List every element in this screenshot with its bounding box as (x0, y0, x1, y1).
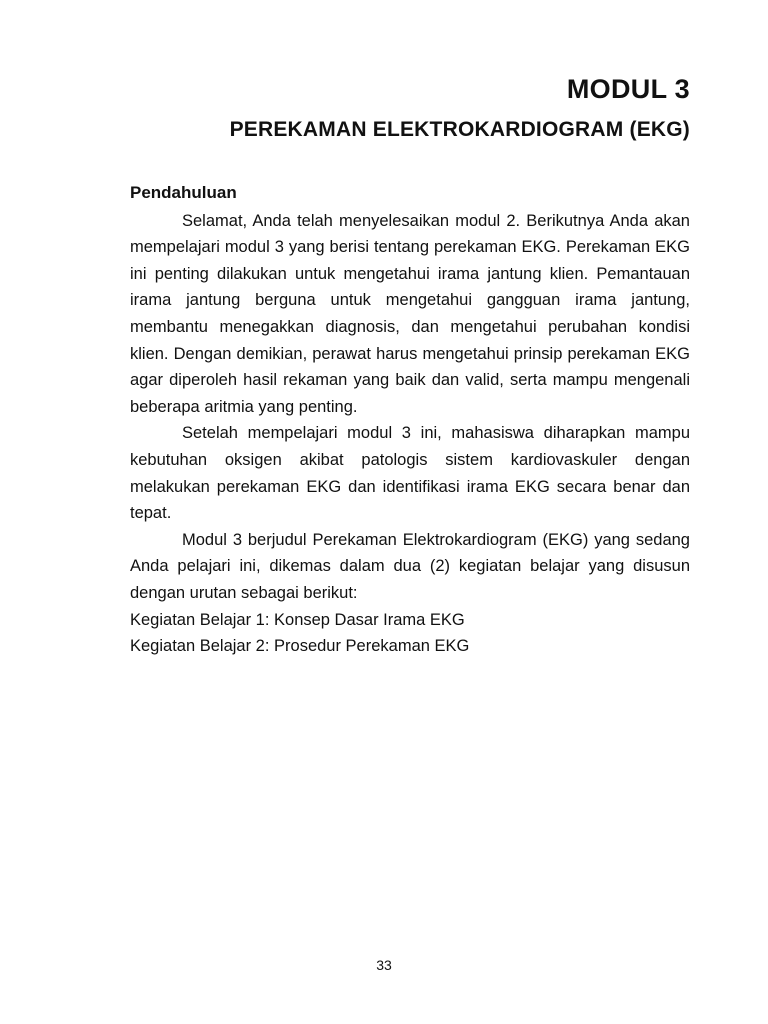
module-title-heading: PEREKAMAN ELEKTROKARDIOGRAM (EKG) (229, 118, 690, 141)
paragraph-2: Setelah mempelajari modul 3 ini, mahasiswa diharapkan mampu kebutuhan oksigen akibat patologis sistem kardiovaskuler dengan melakukan perekaman EKG dan identifikasi irama EKG secara benar dan tepat. (130, 424, 690, 523)
paragraph-1: Selamat, Anda telah menyelesaikan modul 2. Berikutnya Anda akan mempelajari modul 3 yang berisi tentang perekaman EKG. Perekaman EKG ini penting dilakukan untuk mengetahui irama jantung klien. Pemantauan irama jantung berguna untuk mengetahui gangguan irama jantung, membantu menegakkan diagnosis, dan mengetahui perubahan kondisi klien. Dengan demikian, perawat harus mengetahui prinsip perekaman EKG agar diperoleh hasil rekaman yang baik dan valid, serta mampu mengenali beberapa aritmia yang penting. (130, 211, 690, 416)
paragraph-3: Modul 3 berjudul Perekaman Elektrokardiogram (EKG) yang sedang Anda pelajari ini, dikemas dalam dua (2) kegiatan belajar yang disusun dengan urutan sebagai berikut: (130, 530, 690, 602)
activity-item-1: Kegiatan Belajar 1: Konsep Dasar Irama EKG (130, 610, 465, 629)
section-heading: Pendahuluan (130, 183, 237, 202)
activity-item-2: Kegiatan Belajar 2: Prosedur Perekaman EKG (130, 637, 470, 656)
document-body (130, 180, 690, 660)
page-number: 33 (376, 957, 392, 973)
module-number-heading: MODUL 3 (566, 74, 690, 104)
